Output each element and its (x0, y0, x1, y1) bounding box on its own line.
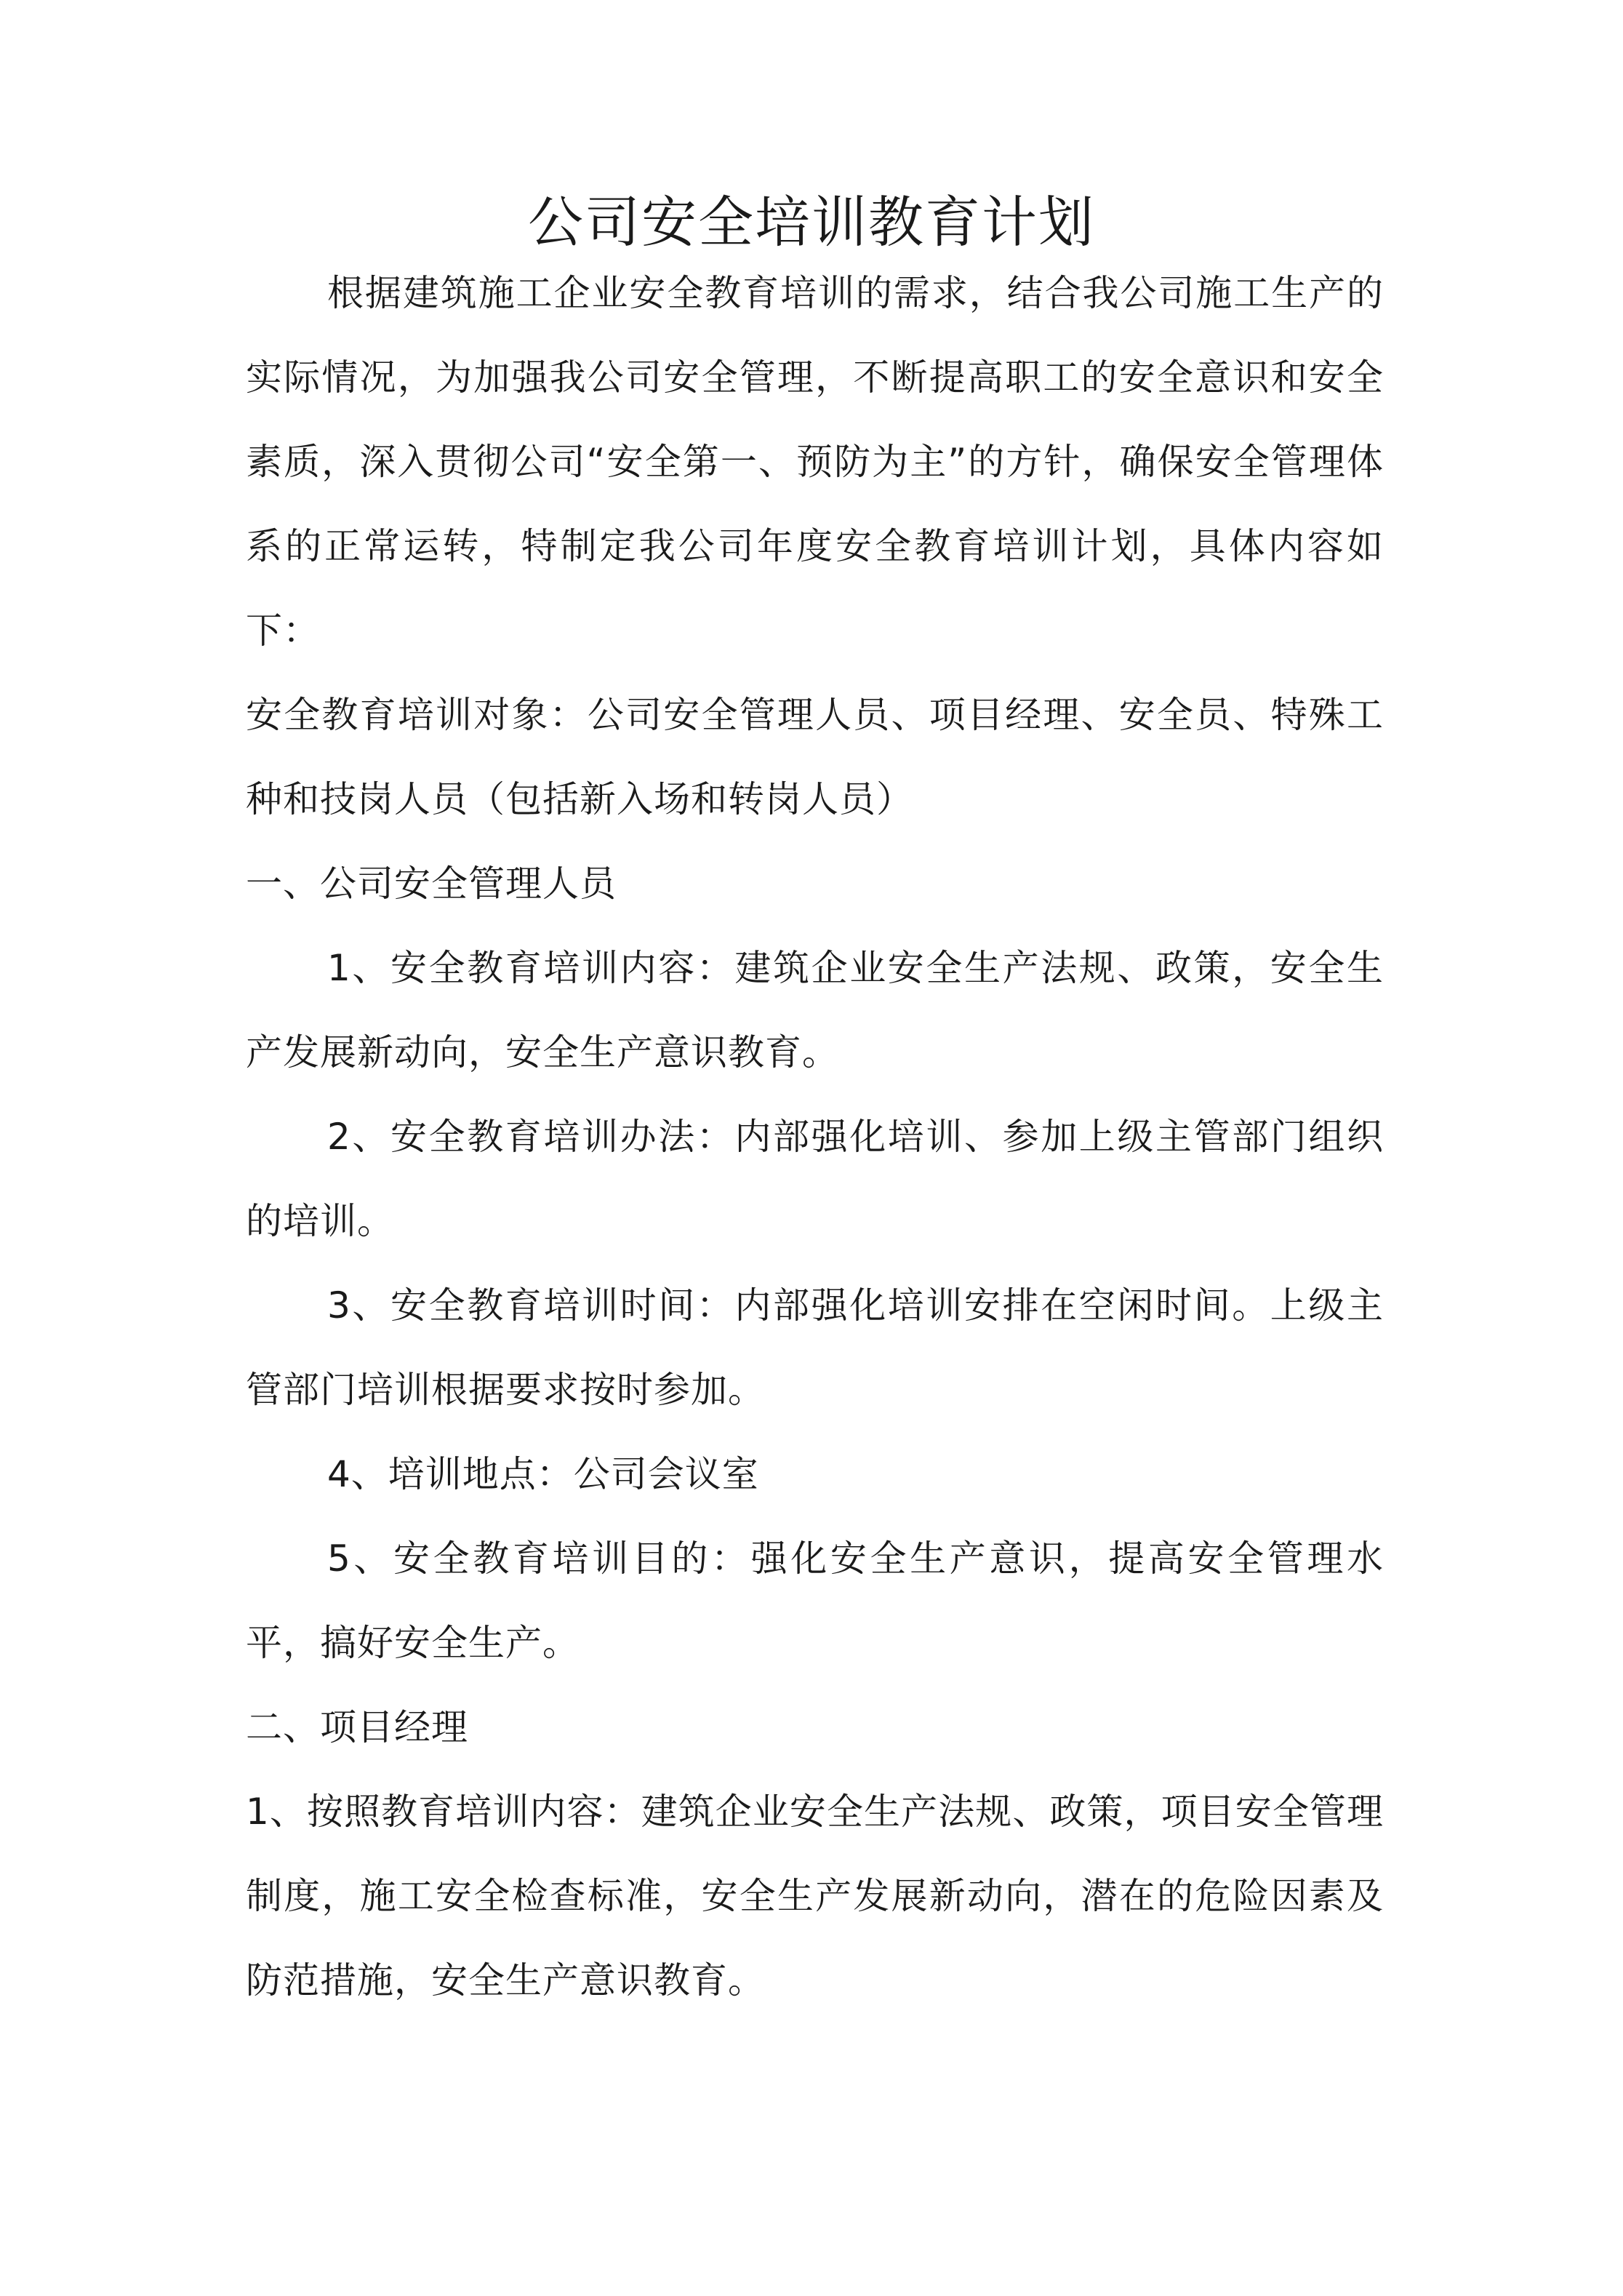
list-item-training-method: 2、安全教育培训办法：内部强化培训、参加上级主管部门组织的培训。 (246, 1116, 1384, 1242)
intro-paragraph: 根据建筑施工企业安全教育培训的需求，结合我公司施工生产的实际情况，为加强我公司安全管理，不断提高职工的安全意识和安全素质，深入贯彻公司“安全第一、预防为主”的方针，确保安全管理体系的正常运转，特制定我公司年度安全教育培训计划，具体内容如下： (246, 272, 1384, 652)
list-item-training-time: 3、安全教育培训时间：内部强化培训安排在空闲时间。上级主管部门培训根据要求按时参加。 (246, 1284, 1384, 1411)
list-item-training-location: 4、培训地点：公司会议室 (327, 1453, 759, 1495)
training-target-paragraph: 安全教育培训对象：公司安全管理人员、项目经理、安全员、特殊工种和技岗人员（包括新入场和转岗人员） (246, 694, 1384, 820)
list-item-training-content: 1、安全教育培训内容：建筑企业安全生产法规、政策，安全生产发展新动向，安全生产意识教育。 (246, 947, 1384, 1073)
document-body (246, 251, 1384, 2023)
list-item-project-manager-content: 1、按照教育培训内容：建筑企业安全生产法规、政策，项目安全管理制度，施工安全检查标准，安全生产发展新动向，潜在的危险因素及防范措施，安全生产意识教育。 (246, 1791, 1384, 2001)
section-heading-safety-managers: 一、公司安全管理人员 (246, 863, 617, 905)
section-heading-project-manager: 二、项目经理 (246, 1706, 468, 1748)
document-title: 公司安全培训教育计划 (528, 189, 1095, 255)
list-item-training-purpose: 5、安全教育培训目的：强化安全生产意识，提高安全管理水平，搞好安全生产。 (246, 1537, 1384, 1664)
